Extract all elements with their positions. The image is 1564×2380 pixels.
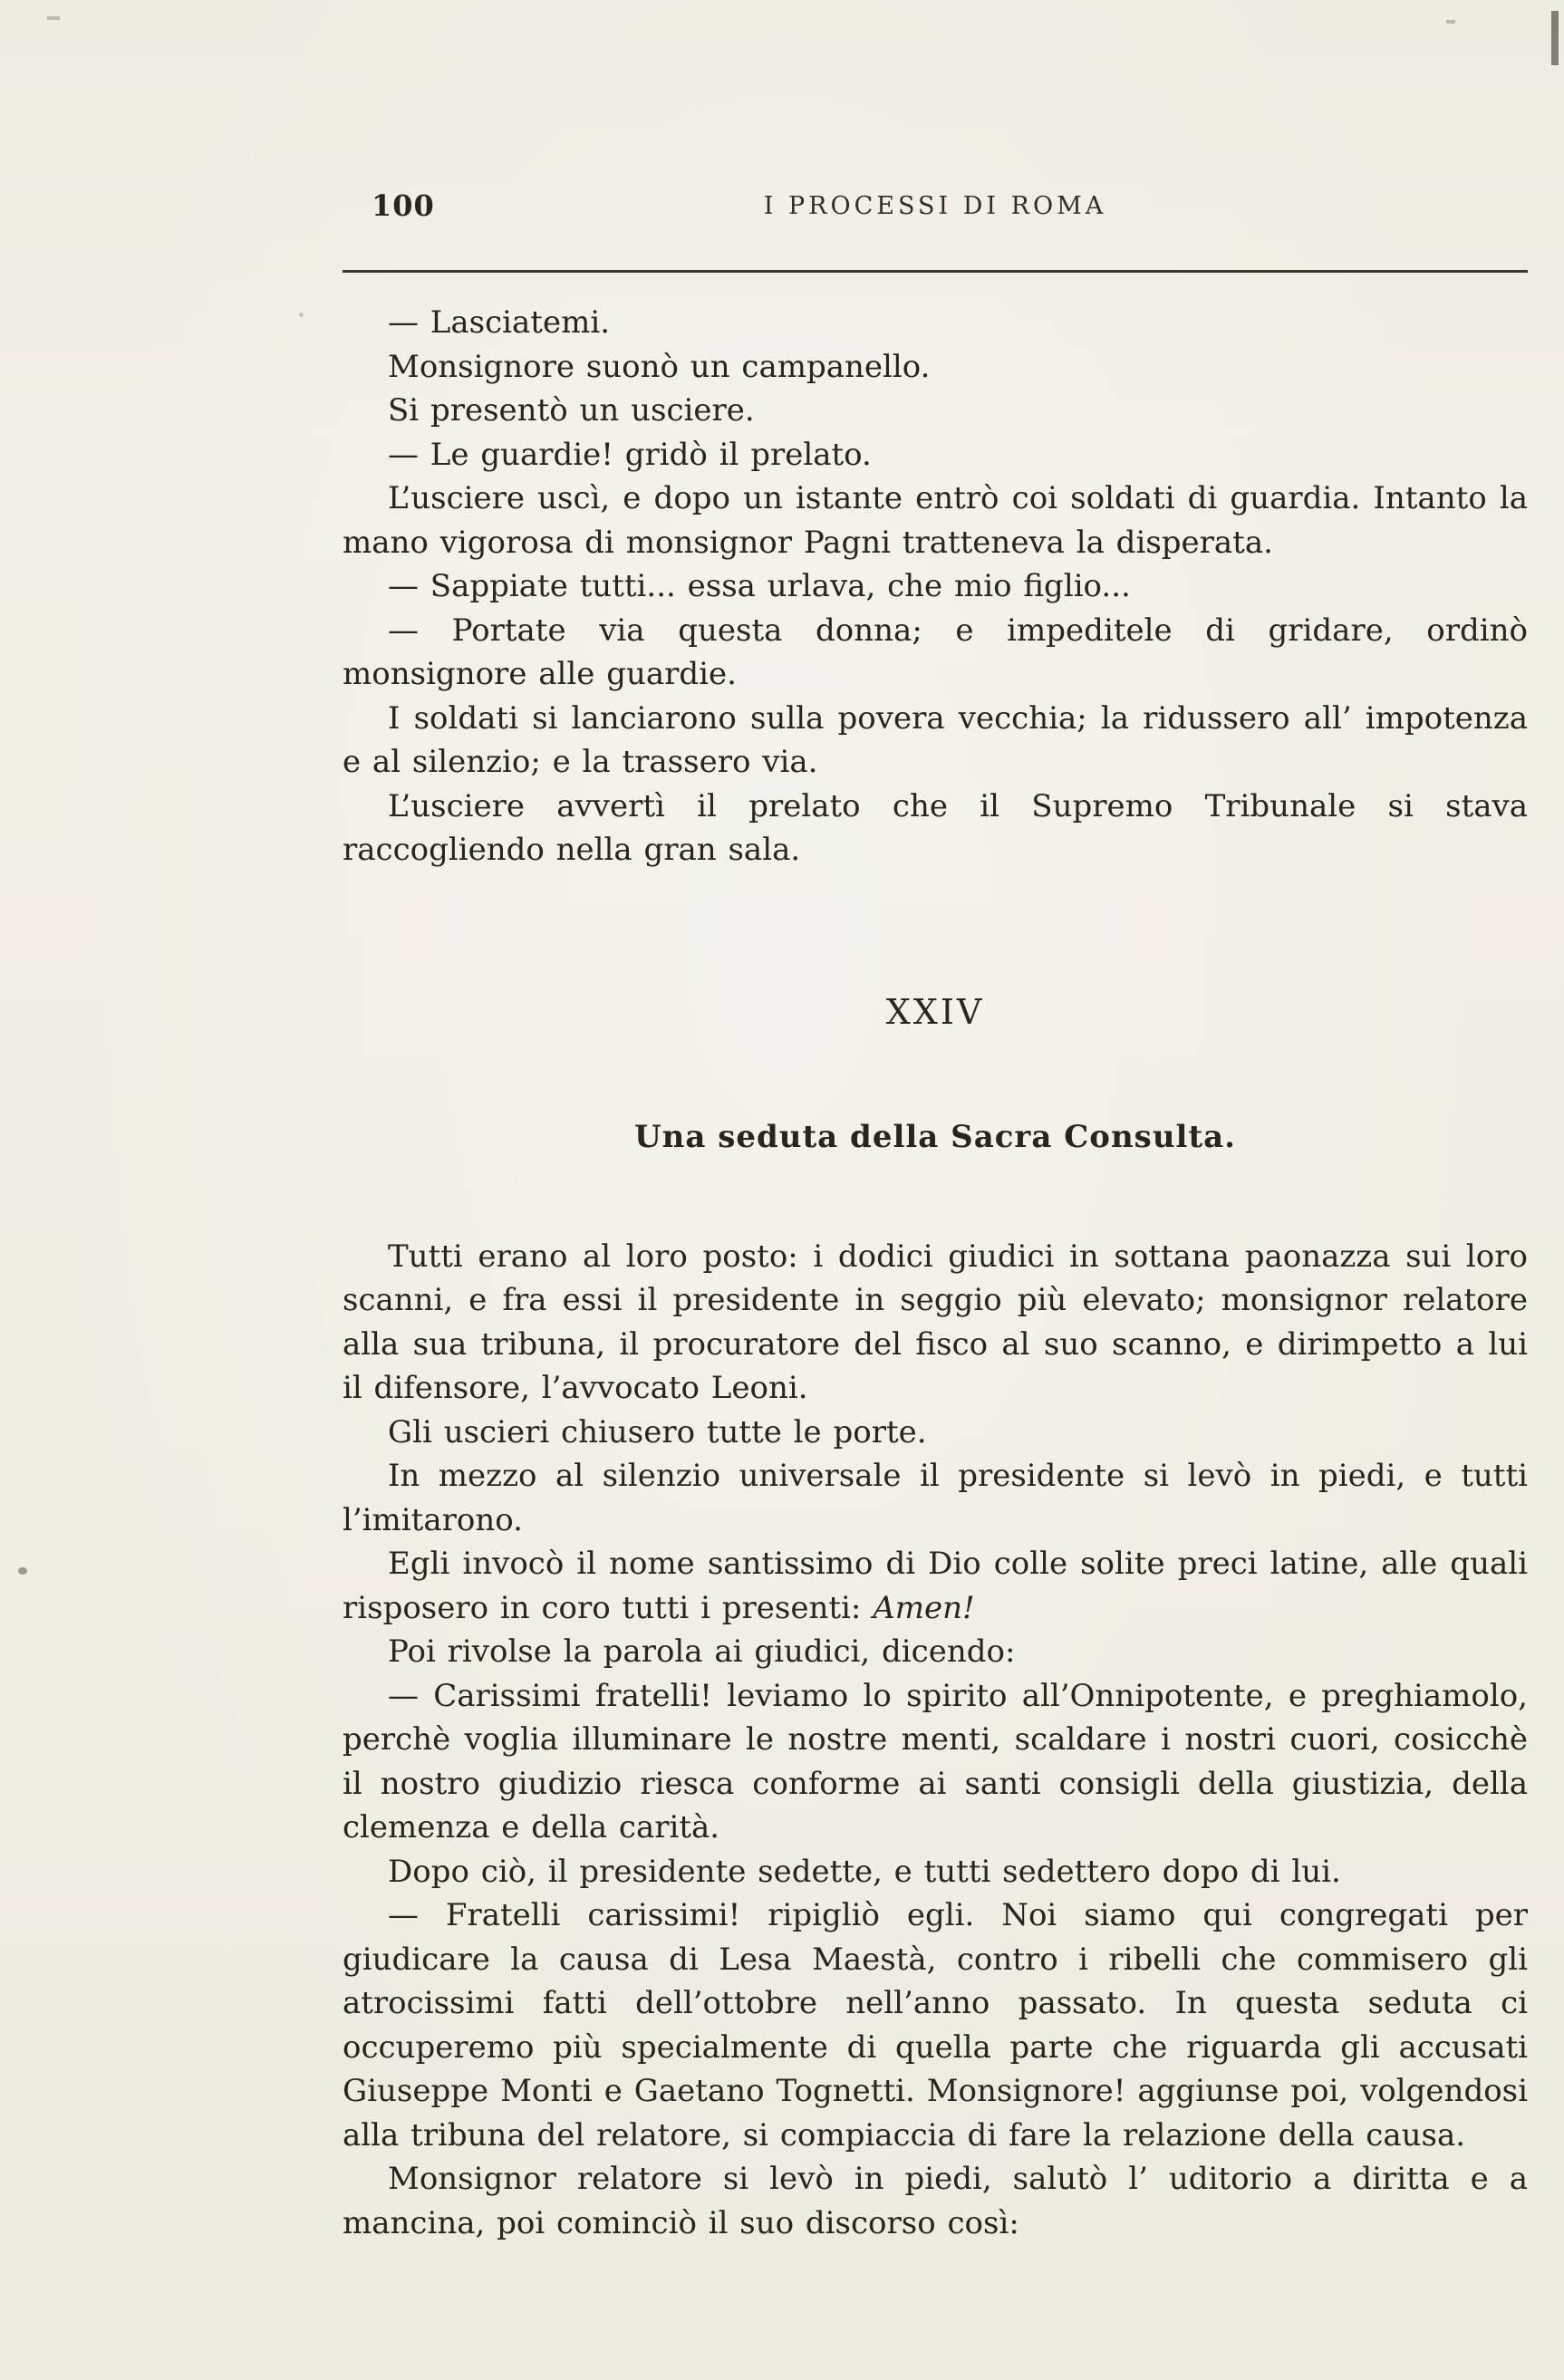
paragraph: I soldati si lanciarono sulla povera vecchia; la ridussero all’ impotenza e al silenzio; e la trassero via. [343, 699, 1528, 780]
latin-amen: Amen! [873, 1589, 975, 1626]
scan-artifact [1446, 20, 1455, 24]
scan-artifact [47, 16, 60, 20]
paragraph: L’usciere avvertì il prelato che il Supremo Tribunale si stava raccogliendo nella gran sala. [343, 787, 1528, 868]
paragraph-text: Egli invocò il nome santissimo di Dio colle solite preci latine, alle quali risposero in coro tutti i presenti: [343, 1546, 1528, 1626]
page-number: 100 [372, 188, 435, 223]
paragraph: Monsignor relatore si levò in piedi, salutò l’ uditorio a diritta e a mancina, poi cominciò il suo discorso così: [343, 2161, 1528, 2241]
text-block [343, 301, 1528, 2245]
paragraph: Poi rivolse la parola ai giudici, dicendo: [388, 1633, 1016, 1670]
paragraph: — Sappiate tutti... essa urlava, che mio figlio... [388, 568, 1131, 604]
paragraph: Dopo ciò, il presidente sedette, e tutti sedettero dopo di lui. [388, 1853, 1341, 1890]
paragraph: Si presentò un usciere. [388, 392, 755, 429]
scan-artifact [1551, 11, 1559, 65]
page-header [343, 188, 1528, 234]
scan-artifact [299, 313, 304, 317]
paragraph: — Lasciatemi. [388, 304, 610, 341]
paragraph: — Carissimi fratelli! leviamo lo spirito all’Onnipotente, e preghiamolo, perchè voglia illuminare le nostre menti, scaldare i nostri cuori, cosicchè il nostro giudizio riesca conforme ai santi consigli della giustizia, della clemenza e della carità. [343, 1677, 1528, 1845]
paragraph: — Le guardie! gridò il prelato. [388, 436, 872, 473]
paragraph: L’usciere uscì, e dopo un istante entrò coi soldati di guardia. Intanto la mano vigorosa di monsignor Pagni tratteneva la disperata. [343, 480, 1528, 561]
paragraph: — Fratelli carissimi! ripigliò egli. Noi siamo qui congregati per giudicare la causa di Lesa Maestà, contro i ribelli che commisero gli atrocissimi fatti dell’ottobre nell’anno passato. In questa seduta ci occuperemo più specialmente di quella parte che riguarda gli accusati Giuseppe Monti e Gaetano Tognetti. Monsignore! aggiunse poi, volgendosi alla tribuna del relatore, si compiaccia di fare la relazione della causa. [343, 1897, 1528, 2154]
scan-artifact [18, 1567, 27, 1575]
chapter-title: Una seduta della Sacra Consulta. [633, 1118, 1237, 1155]
paragraph: In mezzo al silenzio universale il presidente si levò in piedi, e tutti l’imitarono. [343, 1458, 1528, 1538]
paragraph: Tutti erano al loro posto: i dodici giudici in sottana paonazza sui loro scanni, e fra essi il presidente in seggio più elevato; monsignor relatore alla sua tribuna, il procuratore del fisco al suo scanno, e dirimpetto a lui il difensore, l’avvocato Leoni. [343, 1238, 1528, 1406]
header-rule [343, 270, 1528, 273]
chapter-number: XXIV [885, 991, 985, 1032]
paragraph: Monsignore suonò un campanello. [388, 348, 931, 385]
paragraph: — Portate via questa donna; e impeditele di gridare, ordinò monsignore alle guardie. [343, 612, 1528, 692]
running-title: I PROCESSI DI ROMA [763, 192, 1107, 220]
paragraph [343, 1542, 1528, 1630]
paragraph: Gli uscieri chiusero tutte le porte. [388, 1413, 927, 1450]
